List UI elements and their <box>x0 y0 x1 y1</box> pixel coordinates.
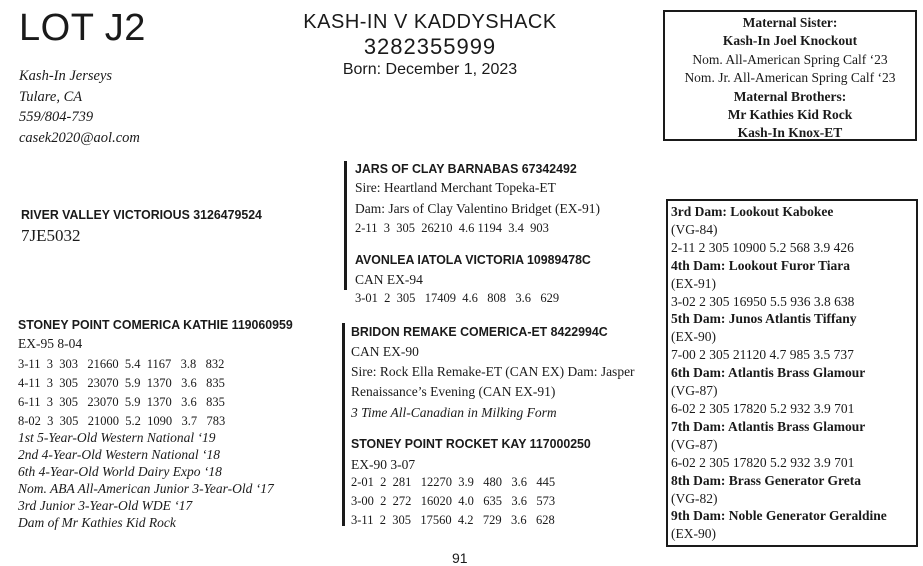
animal-header <box>280 10 580 80</box>
dam-3-label: 3rd Dam: Lookout Kabokee <box>671 204 834 219</box>
dam-3-record: 2-11 2 305 10900 5.2 568 3.9 426 <box>671 239 854 255</box>
dam-dam-class: EX-90 3-07 <box>351 457 416 472</box>
dam-dam-name: STONEY POINT ROCKET KAY 117000250 <box>351 436 591 451</box>
dam-sire-name: BRIDON REMAKE COMERICA-ET 8422994C <box>351 324 608 339</box>
dam-4-class: (EX-91) <box>671 275 716 291</box>
dam-7-record: 6-02 2 305 17820 5.2 932 3.9 701 <box>671 454 855 470</box>
pedigree-bracket <box>342 323 345 526</box>
dam-7-label: 7th Dam: Atlantis Brass Glamour <box>671 418 866 434</box>
dam-honors <box>18 429 274 531</box>
sire-sire-sire: Sire: Heartland Merchant Topeka-ET <box>355 180 556 195</box>
dam-dam-records <box>351 473 555 530</box>
dam-6-record: 6-02 2 305 17820 5.2 932 3.9 701 <box>671 400 855 416</box>
dam-9-label: 9th Dam: Noble Generator Geraldine <box>671 508 887 524</box>
dam-honor: Nom. ABA All-American Junior 3-Year-Old ‘17 <box>18 481 274 496</box>
breeder-info <box>19 66 140 148</box>
breeder-location: Tulare, CA <box>19 88 83 105</box>
dam-sire-honor: 3 Time All-Canadian in Milking Form <box>351 405 557 420</box>
maternal-siblings-box <box>663 10 917 141</box>
page-number: 91 <box>452 550 468 566</box>
animal-registration: 3282355999 <box>363 34 497 59</box>
sire-sire-name: JARS OF CLAY BARNABAS 67342492 <box>355 161 577 176</box>
maternal-brother-name: Kash-In Knox-ET <box>737 125 843 141</box>
maternal-brother-name: Mr Kathies Kid Rock <box>727 107 853 123</box>
lot-number: LOT J2 <box>19 7 146 49</box>
dam-sire-parents: Renaissance’s Evening (CAN EX-91) <box>351 384 556 399</box>
sire-code: 7JE5032 <box>21 226 81 245</box>
ancestral-dams-box <box>666 199 918 547</box>
dam-3-class: (VG-84) <box>671 221 718 237</box>
dam-7-class: (VG-87) <box>671 436 718 452</box>
sire-dam-record: 3-01 2 305 17409 4.6 808 3.6 629 <box>355 291 560 305</box>
dam-honor: 2nd 4-Year-Old Western National ‘18 <box>18 447 220 462</box>
dam-record-row: 8-02 3 305 21000 5.2 1090 3.7 783 <box>18 414 226 428</box>
dam-9-class: (EX-90) <box>671 526 716 542</box>
dam-4-label: 4th Dam: Lookout Furor Tiara <box>671 257 851 273</box>
sire-name: RIVER VALLEY VICTORIOUS 3126479524 <box>21 207 262 222</box>
dam-class: EX-95 8-04 <box>18 336 83 351</box>
breeder-email: casek2020@aol.com <box>19 129 140 146</box>
dam-record-row: 3-11 3 303 21660 5.4 1167 3.8 832 <box>18 357 225 371</box>
maternal-sister-name: Kash-In Joel Knockout <box>722 33 858 49</box>
maternal-sister-honor: Nom. All-American Spring Calf ‘23 <box>692 51 888 67</box>
animal-name: KASH-IN V KADDYSHACK <box>303 11 557 33</box>
dam-name: STONEY POINT COMERICA KATHIE 119060959 <box>18 317 293 332</box>
dam-5-class: (EX-90) <box>671 329 716 345</box>
maternal-brothers-heading: Maternal Brothers: <box>733 88 847 104</box>
dam-records <box>18 355 225 431</box>
sire-dam-name: AVONLEA IATOLA VICTORIA 10989478C <box>355 252 591 267</box>
maternal-sister-honor: Nom. Jr. All-American Spring Calf ‘23 <box>684 70 896 86</box>
dam-honor: 3rd Junior 3-Year-Old WDE ‘17 <box>18 498 193 513</box>
sire-sire-dam: Dam: Jars of Clay Valentino Bridget (EX-91) <box>355 201 600 216</box>
dam-5-record: 7-00 2 305 21120 4.7 985 3.5 737 <box>671 347 854 363</box>
dam-honor: Dam of Mr Kathies Kid Rock <box>18 515 176 530</box>
sire-dam-class: CAN EX-94 <box>355 272 423 287</box>
dam-4-record: 3-02 2 305 16950 5.5 936 3.8 638 <box>671 293 855 309</box>
animal-birthdate: Born: December 1, 2023 <box>342 61 518 78</box>
dam-dam-record-row: 3-11 2 305 17560 4.2 729 3.6 628 <box>351 513 555 527</box>
pedigree-bracket <box>344 161 347 290</box>
dam-sire-class: CAN EX-90 <box>351 344 419 359</box>
dam-record-row: 6-11 3 305 23070 5.9 1370 3.6 835 <box>18 395 225 409</box>
sire-sire-record: 2-11 3 305 26210 4.6 1194 3.4 903 <box>355 221 549 235</box>
dam-8-class: (VG-82) <box>671 490 718 506</box>
dam-record-row: 4-11 3 305 23070 5.9 1370 3.6 835 <box>18 376 225 390</box>
dam-honor: 6th 4-Year-Old World Dairy Expo ‘18 <box>18 464 222 479</box>
dam-dam-record-row: 3-00 2 272 16020 4.0 635 3.6 573 <box>351 494 556 508</box>
breeder-name: Kash-In Jerseys <box>19 68 113 84</box>
dam-6-class: (VG-87) <box>671 383 718 399</box>
dam-sire-parents: Sire: Rock Ella Remake-ET (CAN EX) Dam: Jasper <box>351 364 635 379</box>
dam-dam-record-row: 2-01 2 281 12270 3.9 480 3.6 445 <box>351 475 556 489</box>
dam-6-label: 6th Dam: Atlantis Brass Glamour <box>671 365 866 381</box>
dam-honor: 1st 5-Year-Old Western National ‘19 <box>18 430 216 445</box>
maternal-sister-heading: Maternal Sister: <box>742 15 838 30</box>
dam-8-label: 8th Dam: Brass Generator Greta <box>671 472 861 488</box>
breeder-phone: 559/804-739 <box>19 109 94 125</box>
dam-5-label: 5th Dam: Junos Atlantis Tiffany <box>671 311 857 327</box>
